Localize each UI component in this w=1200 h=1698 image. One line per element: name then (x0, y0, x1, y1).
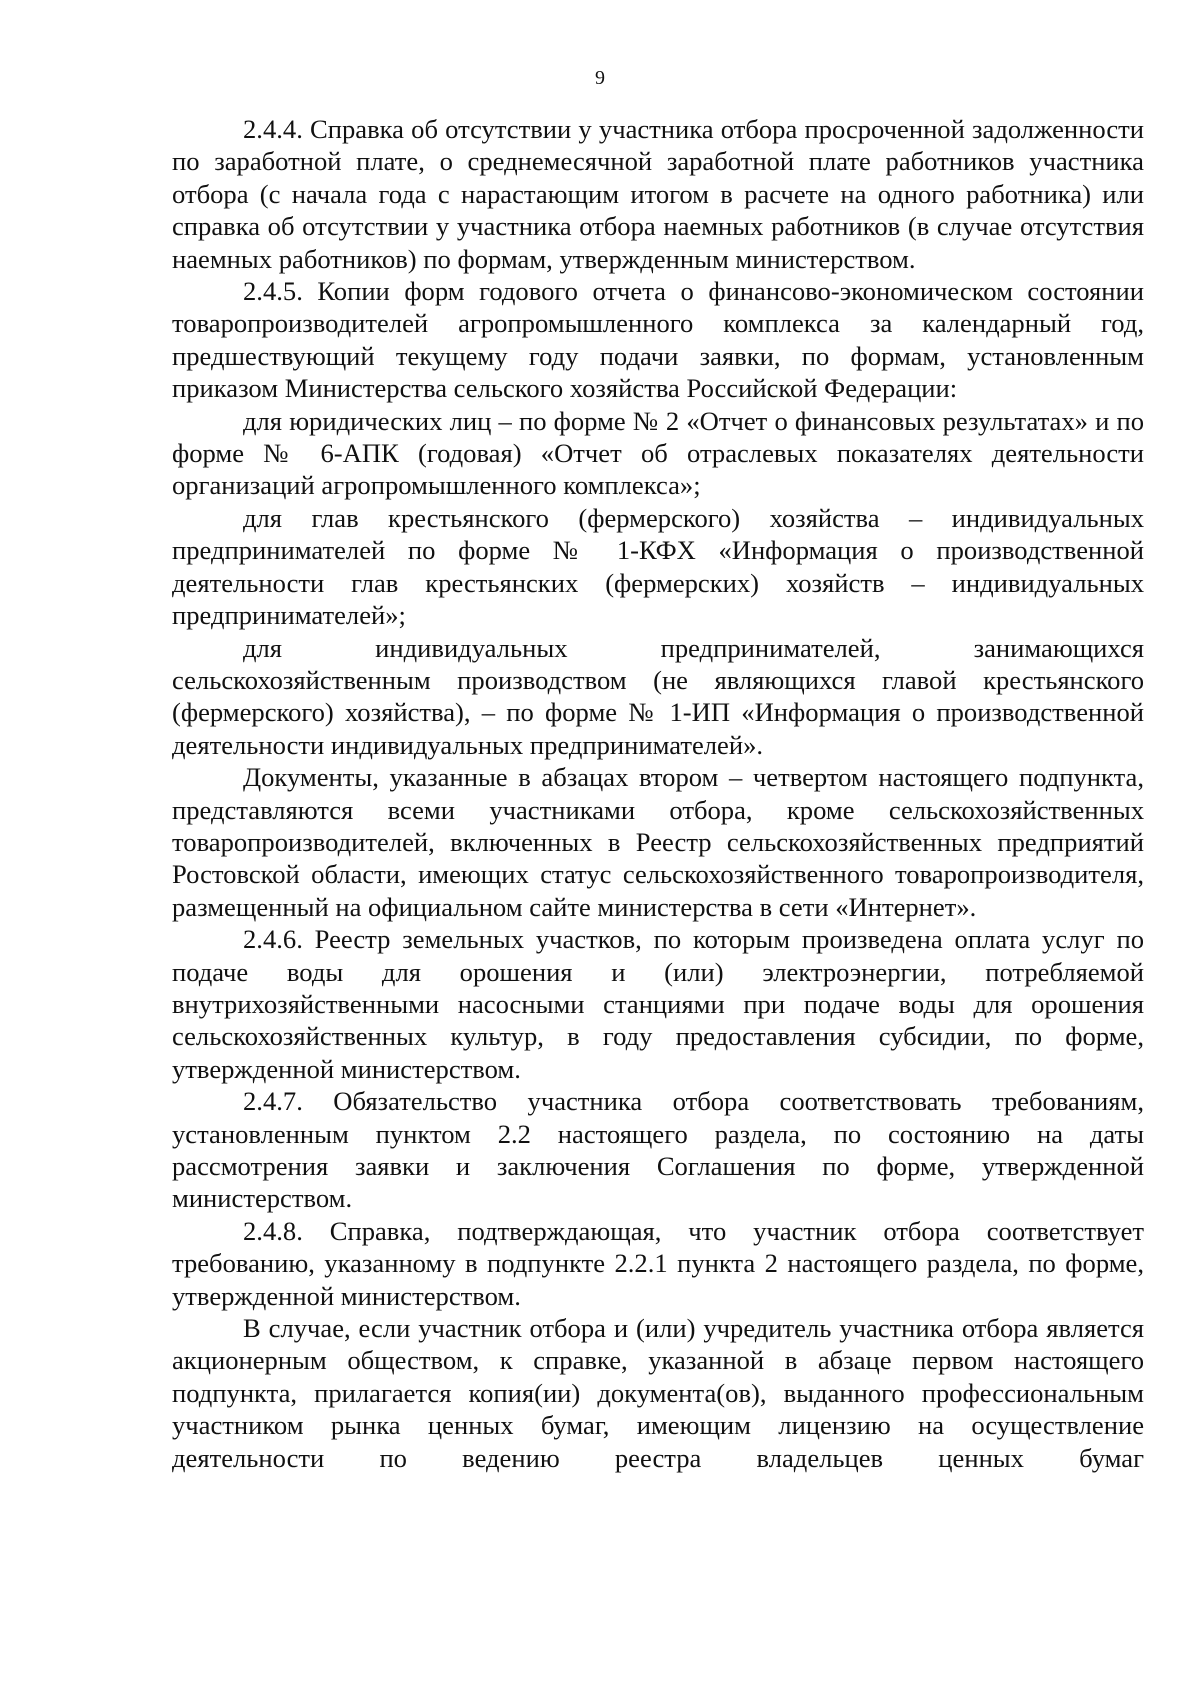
paragraph-farm-heads: для глав крестьянского (фермерского) хозяйства – индивидуальных предпринимателей по форме № 1-КФХ «Информация о производственной деятельности глав крестьянских (фермерских) хозяйств – индивидуальных предпринимателей»; (172, 502, 1144, 631)
paragraph-joint-stock-case: В случае, если участник отбора и (или) учредитель участника отбора является акционерным обществом, к справке, указанной в абзаце первом настоящего подпункта, прилагается копия(ии) документа(ов), выданного профессиональным участником рынка ценных бумаг, имеющим лицензию на осуществление деятельности по ведению реестра владельцев ценных бумаг (172, 1313, 1144, 1473)
paragraph-2-4-5: 2.4.5. Копии форм годового отчета о финансово-экономическом состоянии товаропроизводителей агропромышленного комплекса за календарный год, предшествующий текущему году подачи заявки, по формам, установленным приказом Министерства сельского хозяйства Российской Федерации: (172, 276, 1144, 404)
paragraph-2-4-8: 2.4.8. Справка, подтверждающая, что участник отбора соответствует требованию, указанному в подпункте 2.2.1 пункта 2 настоящего раздела, по форме, утвержденной министерством. (172, 1215, 1144, 1311)
paragraph-documents-note: Документы, указанные в абзацах втором – четвертом настоящего подпункта, представляются всеми участниками отбора, кроме сельскохозяйственных товаропроизводителей, включенных в Реестр сельскохозяйственных предприятий Ростовской области, имеющих статус сельскохозяйственного товаропроизводителя, размещенный на официальном сайте министерства в сети «Интернет». (172, 762, 1144, 922)
paragraph-legal-entities: для юридических лиц – по форме № 2 «Отчет о финансовых результатах» и по форме № 6-АПК (годовая) «Отчет об отраслевых показателях деятельности организаций агропромышленного комплекса»; (172, 405, 1144, 501)
paragraph-2-4-6: 2.4.6. Реестр земельных участков, по которым произведена оплата услуг по подаче воды для орошения и (или) электроэнергии, потребляемой внутрихозяйственными насосными станциями при подаче воды для орошения сельскохозяйственных культур, в году предоставления субсидии, по форме, утвержденной министерством. (172, 924, 1144, 1084)
document-body (172, 113, 1144, 1474)
paragraph-2-4-7: 2.4.7. Обязательство участника отбора соответствовать требованиям, установленным пунктом 2.2 настоящего раздела, по состоянию на даты рассмотрения заявки и заключения Соглашения по форме, утвержденной министерством. (172, 1086, 1144, 1214)
paragraph-individual-entrepreneurs: для индивидуальных предпринимателей, занимающихся сельскохозяйственным производством (не являющихся главой крестьянского (фермерского) хозяйства), – по форме № 1-ИП «Информация о производственной деятельности индивидуальных предпринимателей». (172, 632, 1144, 760)
paragraph-2-4-4: 2.4.4. Справка об отсутствии у участника отбора просроченной задолженности по заработной плате, о среднемесячной заработной плате работников участника отбора (с начала года с нарастающим итогом в расчете на одного работника) или справка об отсутствии у участника отбора наемных работников (в случае отсутствия наемных работников) по формам, утвержденным министерством. (172, 114, 1144, 274)
page-number: 9 (595, 67, 605, 89)
